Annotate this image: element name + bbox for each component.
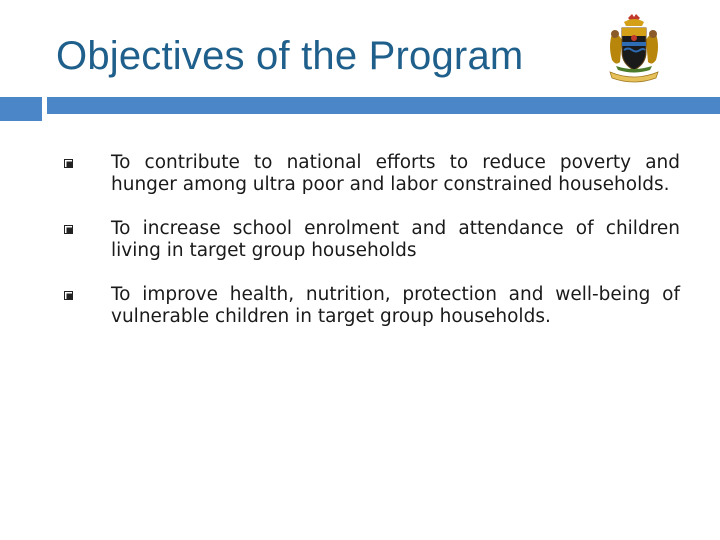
list-item-text: To increase school enrolment and attendance of children living in target group households — [111, 218, 680, 261]
checkbox-square-icon — [64, 225, 73, 234]
list-item — [64, 218, 680, 262]
page-title: Objectives of the Program — [56, 34, 524, 78]
bullet-list — [64, 152, 680, 350]
list-item-text: To improve health, nutrition, protection and well-being of vulnerable children in target group households. — [111, 284, 680, 327]
list-item-text: To contribute to national efforts to reduce poverty and hunger among ultra poor and labor constrained households. — [111, 152, 680, 195]
coat-of-arms-emblem — [606, 12, 662, 86]
list-item — [64, 152, 680, 196]
title-accent-bar — [47, 97, 720, 114]
checkbox-square-icon — [64, 159, 73, 168]
list-item — [64, 284, 680, 328]
checkbox-square-icon — [64, 291, 73, 300]
accent-square — [0, 97, 42, 121]
